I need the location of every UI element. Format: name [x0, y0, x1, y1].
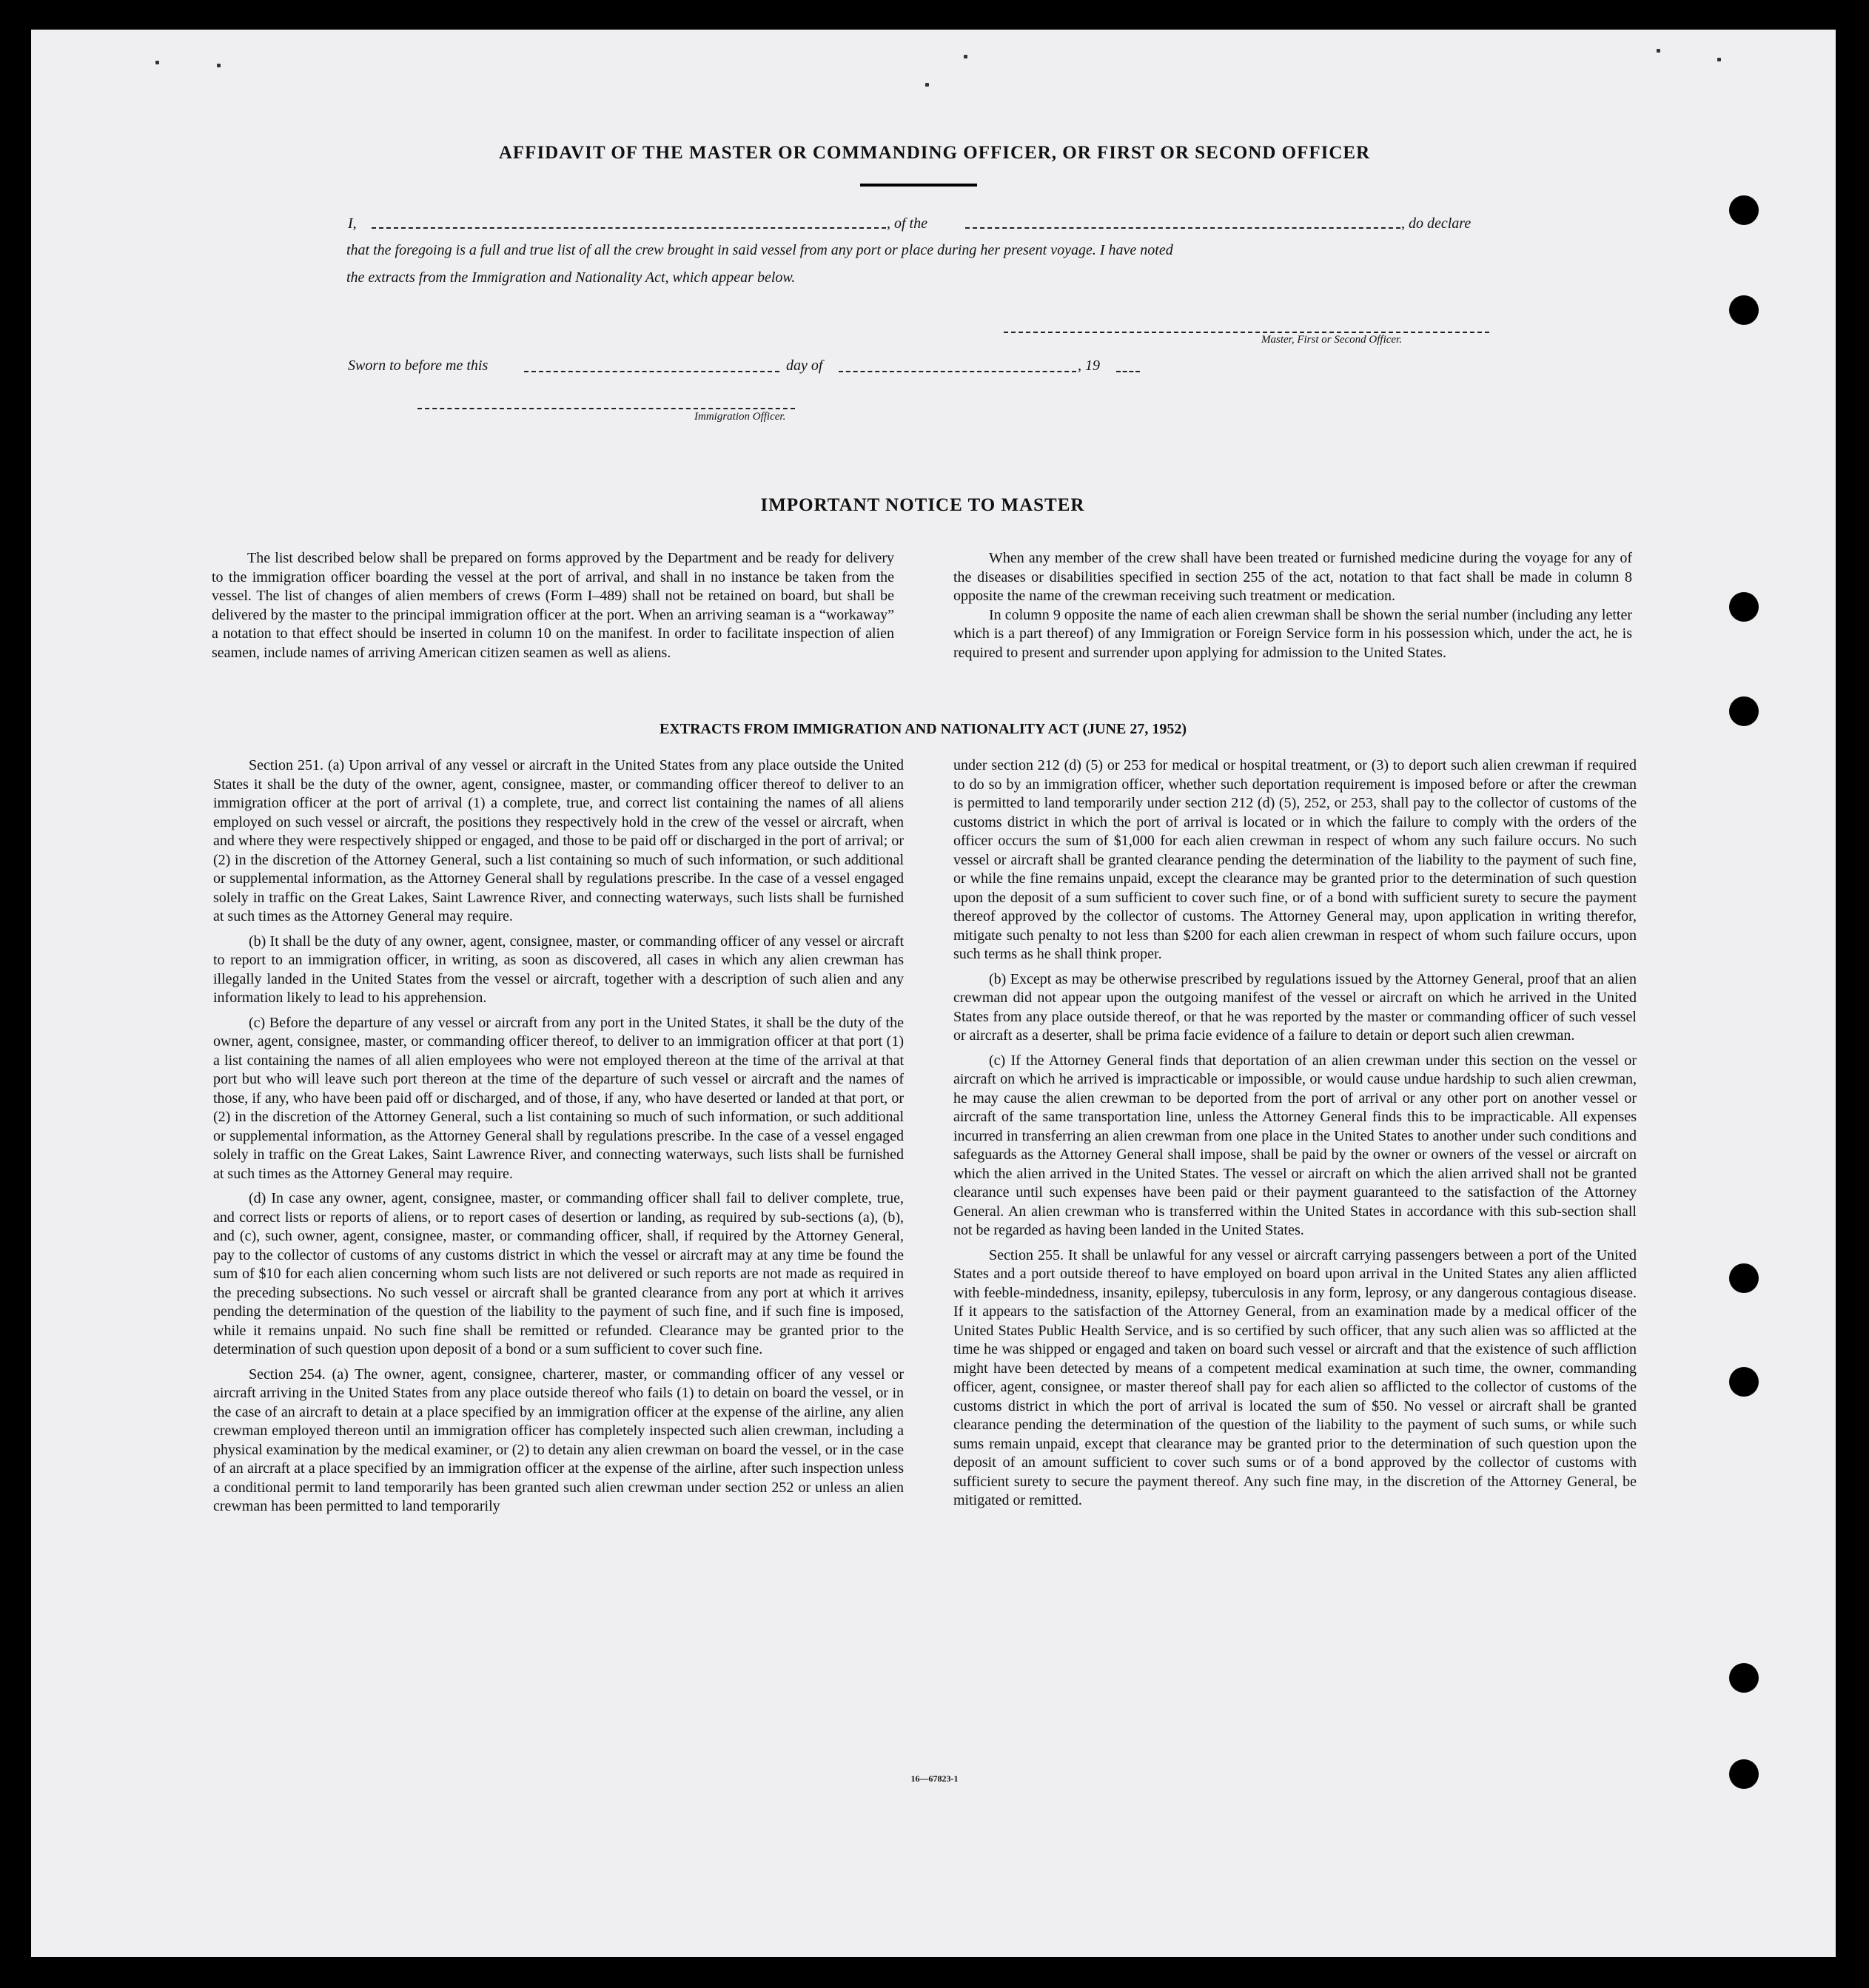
punch-hole — [1729, 295, 1759, 325]
section-paragraph: (c) If the Attorney General finds that deportation of an alien crewman under this section on the vessel or aircraft on which he arrived is impracticable or impossible, or would cause undue hardship to such alien crewman, he may cause the alien crewman to be deported from the port of arrival or any other port on another vessel or aircraft of the same transportation line, unless the Attorney General finds this to be impracticable. All expenses incurred in transferring an alien crewman from one place in the United States to another under such conditions and safeguards as the Attorney General shall impose, shall be paid by the owner or owners of the vessel or aircraft on which the alien arrived in the United States. The vessel or aircraft on which the alien arrived shall not be granted clearance until such expenses have been paid or their payment guaranteed to the satisfaction of the Attorney General. An alien crewman who is transferred within the United States in accordance with this sub-section shall not be regarded as having been landed in the United States. — [953, 1052, 1637, 1238]
affidavit-text-line3: the extracts from the Immigration and Nationality Act, which appear below. — [346, 269, 796, 286]
affidavit-of-label: , of the — [887, 215, 927, 232]
punch-hole — [1729, 1663, 1759, 1693]
sworn-label: Sworn to before me this — [348, 357, 489, 374]
notice-paragraph: When any member of the crew shall have been treated or furnished medicine during the voyage for any of the diseases or disabilities specified in section 255 of the act, notation to that fact shall be made in column 8 opposite the name of the crewman receiving such treatment or medication. — [953, 550, 1632, 604]
affidavit-declare-label: , do declare — [1401, 215, 1472, 232]
affidavit-title: AFFIDAVIT OF THE MASTER OR COMMANDING OFFICER, OR FIRST OR SECOND OFFICER — [498, 143, 1371, 163]
notice-title: IMPORTANT NOTICE TO MASTER — [760, 495, 1085, 515]
section-paragraph: under section 212 (d) (5) or 253 for medical or hospital treatment, or (3) to deport such alien crewman if required to do so by an immigration officer, whether such deportation requirement is imposed before or after the crewman is permitted to land temporarily under section 212 (d) (5), 252, or 253, shall pay to the collector of customs of the customs district in which the port of arrival is located or in which the failure to comply with the orders of the officer occurs the sum of $1,000 for each alien crewman in respect of whom any such failure occurs. No such vessel or aircraft shall be granted clearance pending the determination of the liability to the payment of such fine, or while the fine remains unpaid, except the clearance may be granted prior to the determination of such question upon the deposit of a sum sufficient to cover such fine, or of a bond with sufficient surety to secure the payment thereof approved by the collector of customs. The Attorney General may, upon application in writing therefor, mitigate such penalty to not less than $200 for each alien crewman in respect of whom such failure occurs, upon such terms as he shall think proper. — [953, 757, 1637, 962]
affidavit-i-label: I, — [348, 215, 357, 232]
section-paragraph: (d) In case any owner, agent, consignee, master, or commanding officer shall fail to deliver complete, true, and correct lists or reports of aliens, or to report cases of desertion or landing, as required by sub-sections (a), (b), and (c), such owner, agent, consignee, master, or commanding officer, shall, if required by the Attorney General, pay to the collector of customs of any customs district in which the vessel or aircraft may at any time be found the sum of $10 for each alien concerning whom such lists are not delivered or such reports are not made as required in the preceding subsections. No such vessel or aircraft shall be granted clearance from any port at which it arrives pending the determination of the question of the liability to the payment of such fine, and if such fine is imposed, while it remains unpaid. No such fine shall be remitted or refunded. Clearance may be granted prior to the determination of such question upon deposit of a bond or a sum sufficient to cover such fine. — [213, 1190, 904, 1357]
scan-speck — [1717, 58, 1721, 61]
section-paragraph: Section 255. It shall be unlawful for any vessel or aircraft carrying passengers between a port of the United States and a port outside thereof to have employed on board upon arrival in the United States any alien afflicted with feeble-mindedness, insanity, epilepsy, tuberculosis in any form, leprosy, or any dangerous contagious disease. If it appears to the satisfaction of the Attorney General, from an examination made by a medical officer of the United States Public Health Service, and is so certified by such officer, that any such alien was so afflicted at the time he was shipped or engaged and taken on board such vessel or aircraft and that the existence of such affliction might have been detected by means of a competent medical examination at such time, the owner, commanding officer, agent, consignee, or master thereof shall pay for each alien so afflicted to the collector of customs of the customs district in which the port of arrival is located the sum of $50. No vessel or aircraft shall be granted clearance pending the determination of the question of the liability to the payment of such sums, or while such sums remain unpaid, except that clearance may be granted prior to the determination of such question upon the deposit of an amount sufficient to cover such sums or of a bond approved by the collector of customs with sufficient surety to secure the payment thereof. Any such fine may, in the discretion of the Attorney General, be mitigated or remitted. — [953, 1246, 1637, 1508]
vessel-blank[interactable] — [965, 227, 1400, 229]
punch-hole — [1729, 1263, 1759, 1293]
punch-hole — [1729, 592, 1759, 622]
notice-paragraph: The list described below shall be prepared on forms approved by the Department and be ready for delivery to the immigration officer boarding the vessel at the port of arrival, and shall in no instance be taken from the vessel. The list of changes of alien members of crews (Form I–489) shall not be retained on board, but shall be delivered by the master to the principal immigration officer at the port. When an arriving seaman is a “workaway” a notation to that effect should be inserted in column 10 on the manifest. In order to facilitate inspection of alien seamen, include names of arriving American citizen seamen as well as aliens. — [212, 550, 894, 661]
scan-speck — [1657, 49, 1660, 53]
scan-speck — [925, 83, 929, 87]
section-paragraph: Section 251. (a) Upon arrival of any vessel or aircraft in the United States from any place outside the United States it shall be the duty of the owner, agent, consignee, master, or commanding officer thereof to deliver to an immigration officer at the port of arrival (1) a complete, true, and correct list containing the names of all aliens employed on such vessel or aircraft, the positions they respectively hold in the crew of the vessel or aircraft, when and where they were respectively shipped or engaged, and those to be paid off or discharged in the port of arrival; or (2) in the discretion of the Attorney General, such a list containing so much of such information, or such additional or supplemental information, as the Attorney General shall by regulations prescribe. In the case of a vessel engaged solely in traffic on the Great Lakes, Saint Lawrence River, and connecting waterways, such lists shall be furnished at such times as the Attorney General may require. — [213, 757, 904, 924]
master-caption: Master, First or Second Officer. — [1261, 334, 1402, 346]
punch-hole — [1729, 1367, 1759, 1397]
notice-right-column — [953, 549, 1632, 668]
section-paragraph: (b) Except as may be otherwise prescribed by regulations issued by the Attorney General, proof that an alien crewman did not appear upon the outgoing manifest of the vessel or aircraft on which he arrived in the United States from any place outside thereof, or that he was reported by the master or commanding officer of such vessel or aircraft as a deserter, shall be prima facie evidence of a failure to detain or deport such alien crewman. — [953, 970, 1637, 1044]
name-blank[interactable] — [372, 227, 886, 229]
sworn-month-blank[interactable] — [839, 371, 1076, 372]
officer-caption: Immigration Officer. — [694, 411, 786, 423]
officer-signature-blank[interactable] — [417, 408, 795, 409]
sworn-year-blank[interactable] — [1116, 371, 1140, 372]
master-signature-blank[interactable] — [1004, 332, 1489, 333]
extracts-title: EXTRACTS FROM IMMIGRATION AND NATIONALITY ACT (JUNE 27, 1952) — [659, 721, 1187, 737]
scan-speck — [964, 55, 967, 58]
year-label: , 19 — [1078, 357, 1100, 374]
extracts-left-column — [213, 756, 904, 1522]
form-code: 16—67823-1 — [910, 1773, 959, 1784]
punch-hole — [1729, 195, 1759, 225]
section-paragraph: Section 254. (a) The owner, agent, consignee, charterer, master, or commanding officer of any vessel or aircraft arriving in the United States from any place outside thereof who fails (1) to detain on board the vessel, or in the case of an aircraft to detain at a place specified by an immigration officer at the expense of the airline, any alien crewman employed thereon until an immigration officer has completely inspected such alien crewman, including a physical examination by the medical examiner, or (2) to detain any alien crewman on board the vessel, or in the case of an aircraft at a place specified by an immigration officer at the expense of the airline, after such inspection unless a conditional permit to land temporarily has been granted such alien crewman under section 252 or unless an alien crewman has been permitted to land temporarily — [213, 1366, 904, 1514]
notice-paragraph: In column 9 opposite the name of each alien crewman shall be shown the serial number (including any letter which is a part thereof) of any Immigration or Foreign Service form in his possession which, under the act, he is required to present and surrender upon applying for admission to the United States. — [953, 606, 1632, 661]
scan-speck — [217, 64, 221, 67]
title-rule — [860, 184, 977, 187]
section-paragraph: (c) Before the departure of any vessel or aircraft from any port in the United States, it shall be the duty of the owner, agent, consignee, master, or commanding officer thereof, to deliver to an immigration officer at that port (1) a list containing the names of all alien employees who were not employed thereon at the time of the arrival at that port but who will leave such port thereon at the time of the departure of such vessel or aircraft and the names of those, if any, who have been paid off or discharged, and of those, if any, who have deserted or landed at that port, or (2) in the discretion of the Attorney General, such a list containing so much of such information, or such additional or supplemental information, as the Attorney General shall by regulations prescribe. In the case of a vessel engaged solely in traffic on the Great Lakes, Saint Lawrence River, and connecting waterways, such lists shall be furnished at such times as the Attorney General may require. — [213, 1014, 904, 1182]
scan-speck — [155, 61, 159, 64]
affidavit-text-line2: that the foregoing is a full and true list of all the crew brought in said vessel from any port or place during her present voyage. I have noted — [346, 242, 1173, 258]
day-of-label: day of — [786, 357, 823, 374]
notice-left-column — [212, 549, 894, 668]
section-paragraph: (b) It shall be the duty of any owner, agent, consignee, master, or commanding officer of any vessel or aircraft to report to an immigration officer, in writing, as soon as discovered, all cases in which any alien crewman has illegally landed in the United States from the vessel or aircraft, together with a description of such alien and any information likely to lead to his apprehension. — [213, 933, 904, 1006]
extracts-right-column — [953, 756, 1637, 1517]
sworn-day-blank[interactable] — [524, 371, 779, 372]
